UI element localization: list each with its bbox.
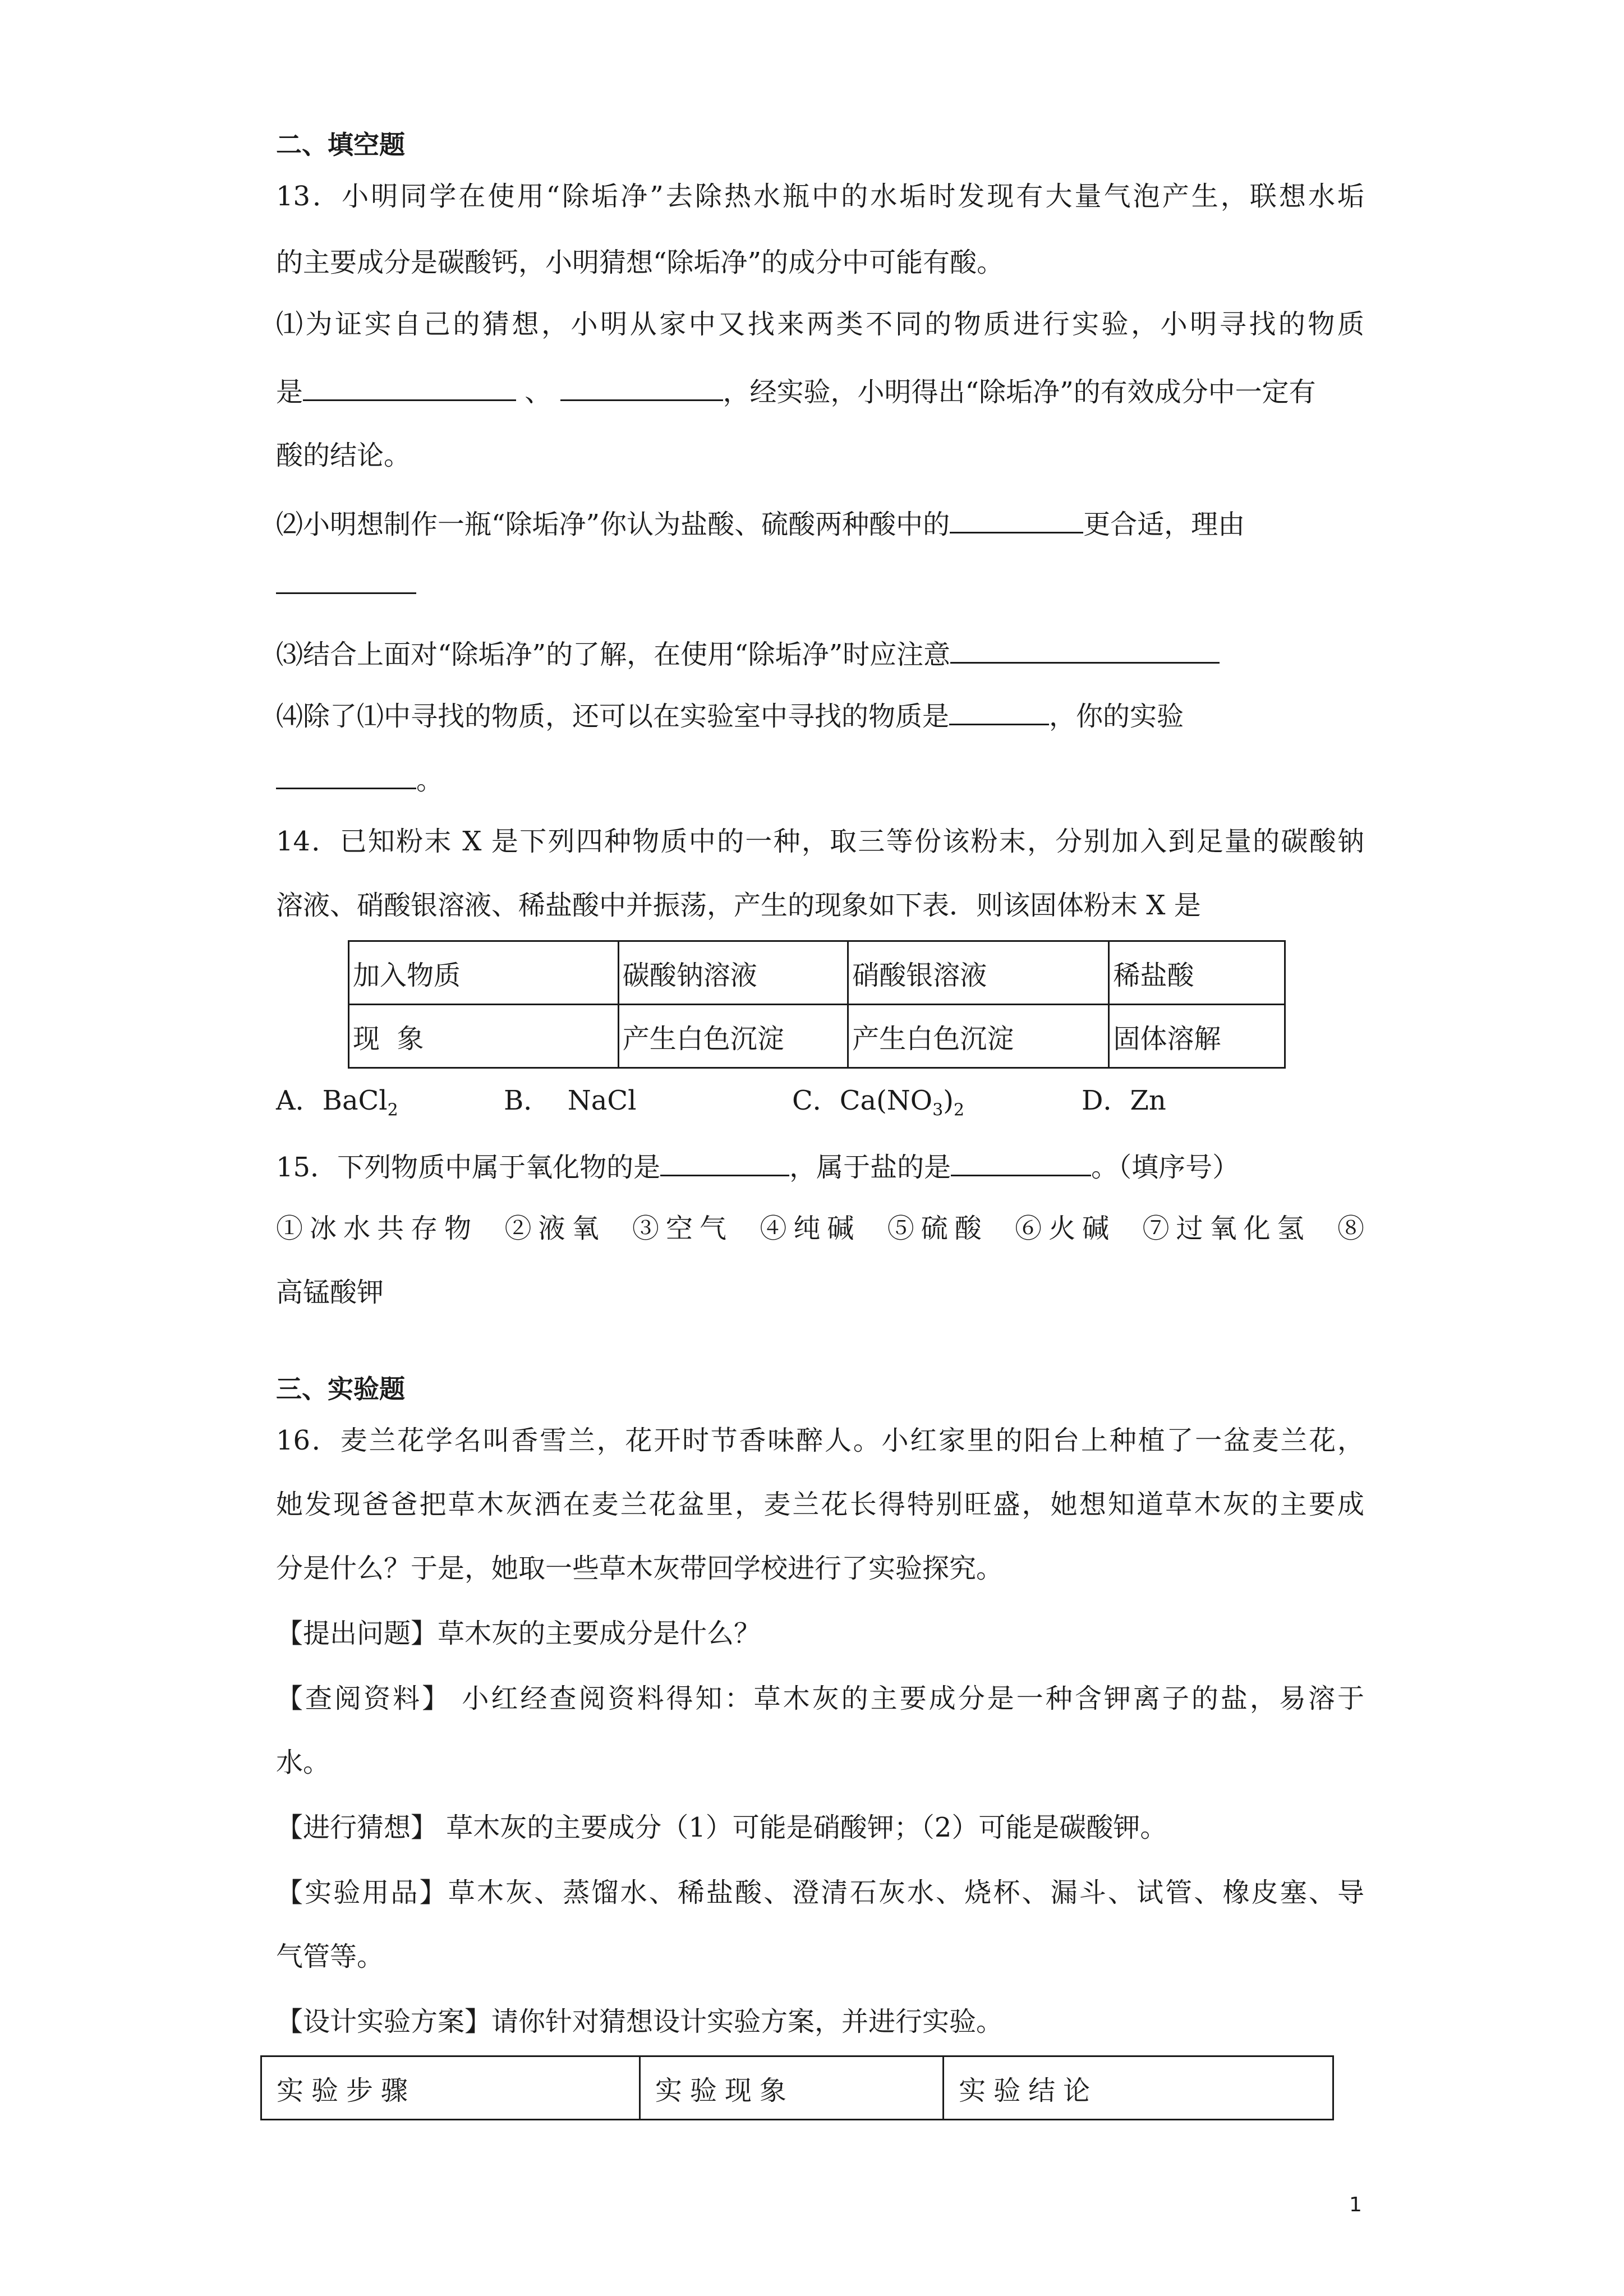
q13-line-2: 的主要成分是碳酸钙，小明猜想“除垢净”的成分中可能有酸。 [276, 247, 1004, 278]
q14-line-2: 溶液、硝酸银溶液、稀盐酸中并振荡，产生的现象如下表．则该固体粉末 X 是 [276, 890, 1201, 921]
table-cell: 硝酸银溶液 [848, 941, 1109, 1005]
answer-blank[interactable] [951, 1147, 1091, 1176]
table-cell: 实验现象 [640, 2056, 943, 2120]
q16-line-8: 【实验用品】草木灰、蒸馏水、稀盐酸、澄清石灰水、烧杯、漏斗、试管、橡皮塞、导 [276, 1877, 1364, 1908]
q15-text-c: 。（填序号） [1091, 1152, 1240, 1183]
q14-table [348, 940, 1286, 1069]
table-cell: 实验结论 [944, 2056, 1333, 2120]
option-a-text: A．BaCl [276, 1085, 388, 1116]
q15-text-a: 15．下列物质中属于氧化物的是 [276, 1152, 661, 1183]
q13-part2-line-2 [276, 564, 1364, 603]
table-row [349, 1005, 1285, 1068]
q14-line-1: 14．已知粉末 X 是下列四种物质中的一种，取三等份该粉末，分别加入到足量的碳酸钠 [276, 826, 1364, 857]
q13-part1-line-2 [276, 371, 1364, 410]
q13-part2-text-a: ⑵小明想制作一瓶“除垢净”你认为盐酸、硫酸两种酸中的 [276, 509, 950, 540]
q13-part4-end: 。 [416, 765, 444, 796]
answer-blank[interactable] [303, 371, 516, 401]
q13-part4-line-2 [276, 760, 1364, 798]
answer-blank[interactable] [950, 504, 1083, 533]
q13-part4-text-b: ，你的实验 [1049, 701, 1184, 732]
q13-part1-line-1: ⑴为证实自己的猜想，小明从家中又找来两类不同的物质进行实验，小明寻找的物质 [276, 309, 1364, 340]
table-row [261, 2056, 1333, 2120]
q13-part4-text-a: ⑷除了⑴中寻找的物质，还可以在实验室中寻找的物质是 [276, 701, 950, 732]
q16-line-10: 【设计实验方案】请你针对猜想设计实验方案，并进行实验。 [276, 2006, 1004, 2037]
answer-blank[interactable] [276, 760, 416, 789]
option-c-subscript-2: 2 [953, 1100, 965, 1120]
section-title-fill-blank: 二、填空题 [276, 130, 405, 160]
q16-line-5: 【查阅资料】 小红经查阅资料得知：草木灰的主要成分是一种含钾离子的盐，易溶于 [276, 1683, 1364, 1714]
table-cell: 稀盐酸 [1109, 941, 1285, 1005]
q14-option-d[interactable]: D．Zn [1082, 1085, 1166, 1116]
table-cell: 产生白色沉淀 [848, 1005, 1109, 1068]
q13-part4-line-1 [276, 696, 1364, 734]
q13-part2-line-1 [276, 504, 1364, 542]
answer-blank[interactable] [660, 1147, 789, 1176]
page-number: 1 [1349, 2193, 1362, 2216]
q13-part3-text: ⑶结合上面对“除垢净”的了解，在使用“除垢净”时应注意 [276, 639, 951, 670]
q16-line-7: 【进行猜想】 草木灰的主要成分（1）可能是硝酸钾；（2）可能是碳酸钾。 [276, 1812, 1167, 1843]
q14-option-b[interactable]: B． NaCl [504, 1085, 637, 1116]
option-c-subscript-1: 3 [932, 1100, 944, 1120]
table-cell: 碳酸钠溶液 [618, 941, 848, 1005]
q16-line-9: 气管等。 [276, 1941, 384, 1972]
table-cell: 现 象 [349, 1005, 619, 1068]
table-cell: 加入物质 [349, 941, 619, 1005]
q13-part1-text-b: 、 [516, 376, 552, 408]
q16-table [260, 2055, 1334, 2120]
table-cell: 实验步骤 [261, 2056, 640, 2120]
answer-blank[interactable] [950, 634, 1220, 664]
q13-part3-line [276, 634, 1364, 673]
table-cell: 产生白色沉淀 [618, 1005, 848, 1068]
q14-option-a[interactable] [276, 1083, 398, 1129]
table-cell: 固体溶解 [1109, 1005, 1285, 1068]
answer-blank[interactable] [276, 564, 416, 594]
answer-blank[interactable] [949, 696, 1049, 725]
q13-part1-text-c: ，经实验，小明得出“除垢净”的有效成分中一定有 [723, 376, 1316, 408]
q13-line-1: 13．小明同学在使用“除垢净”去除热水瓶中的水垢时发现有大量气泡产生，联想水垢 [276, 181, 1364, 212]
q16-line-4: 【提出问题】草木灰的主要成分是什么？ [276, 1618, 761, 1649]
option-c-text: C．Ca(NO [792, 1085, 933, 1116]
q13-part1-line-3: 酸的结论。 [276, 440, 411, 471]
q16-line-3: 分是什么？于是，她取一些草木灰带回学校进行了实验探究。 [276, 1553, 1004, 1584]
q15-line-2: ①冰水共存物 ②液氧 ③空气 ④纯碱 ⑤硫酸 ⑥火碱 ⑦过氧化氢 ⑧ [276, 1213, 1364, 1244]
option-a-subscript: 2 [387, 1100, 398, 1120]
q14-option-c[interactable] [792, 1083, 964, 1129]
q15-line-3: 高锰酸钾 [276, 1277, 384, 1308]
q15-text-b: ，属于盐的是 [789, 1152, 951, 1183]
q16-line-2: 她发现爸爸把草木灰洒在麦兰花盆里，麦兰花长得特别旺盛，她想知道草木灰的主要成 [276, 1489, 1364, 1520]
q13-part1-text-a: 是 [276, 376, 303, 408]
q16-line-6: 水。 [276, 1747, 330, 1778]
answer-blank[interactable] [560, 371, 723, 401]
q15-line-1 [276, 1147, 1364, 1185]
table-row [349, 941, 1285, 1005]
q16-line-1: 16．麦兰花学名叫香雪兰，花开时节香味醉人。小红家里的阳台上种植了一盆麦兰花， [276, 1425, 1364, 1456]
section-title-experiment: 三、实验题 [276, 1374, 405, 1404]
option-c-paren: ) [943, 1085, 954, 1116]
q13-part2-text-b: 更合适，理由 [1083, 509, 1245, 540]
